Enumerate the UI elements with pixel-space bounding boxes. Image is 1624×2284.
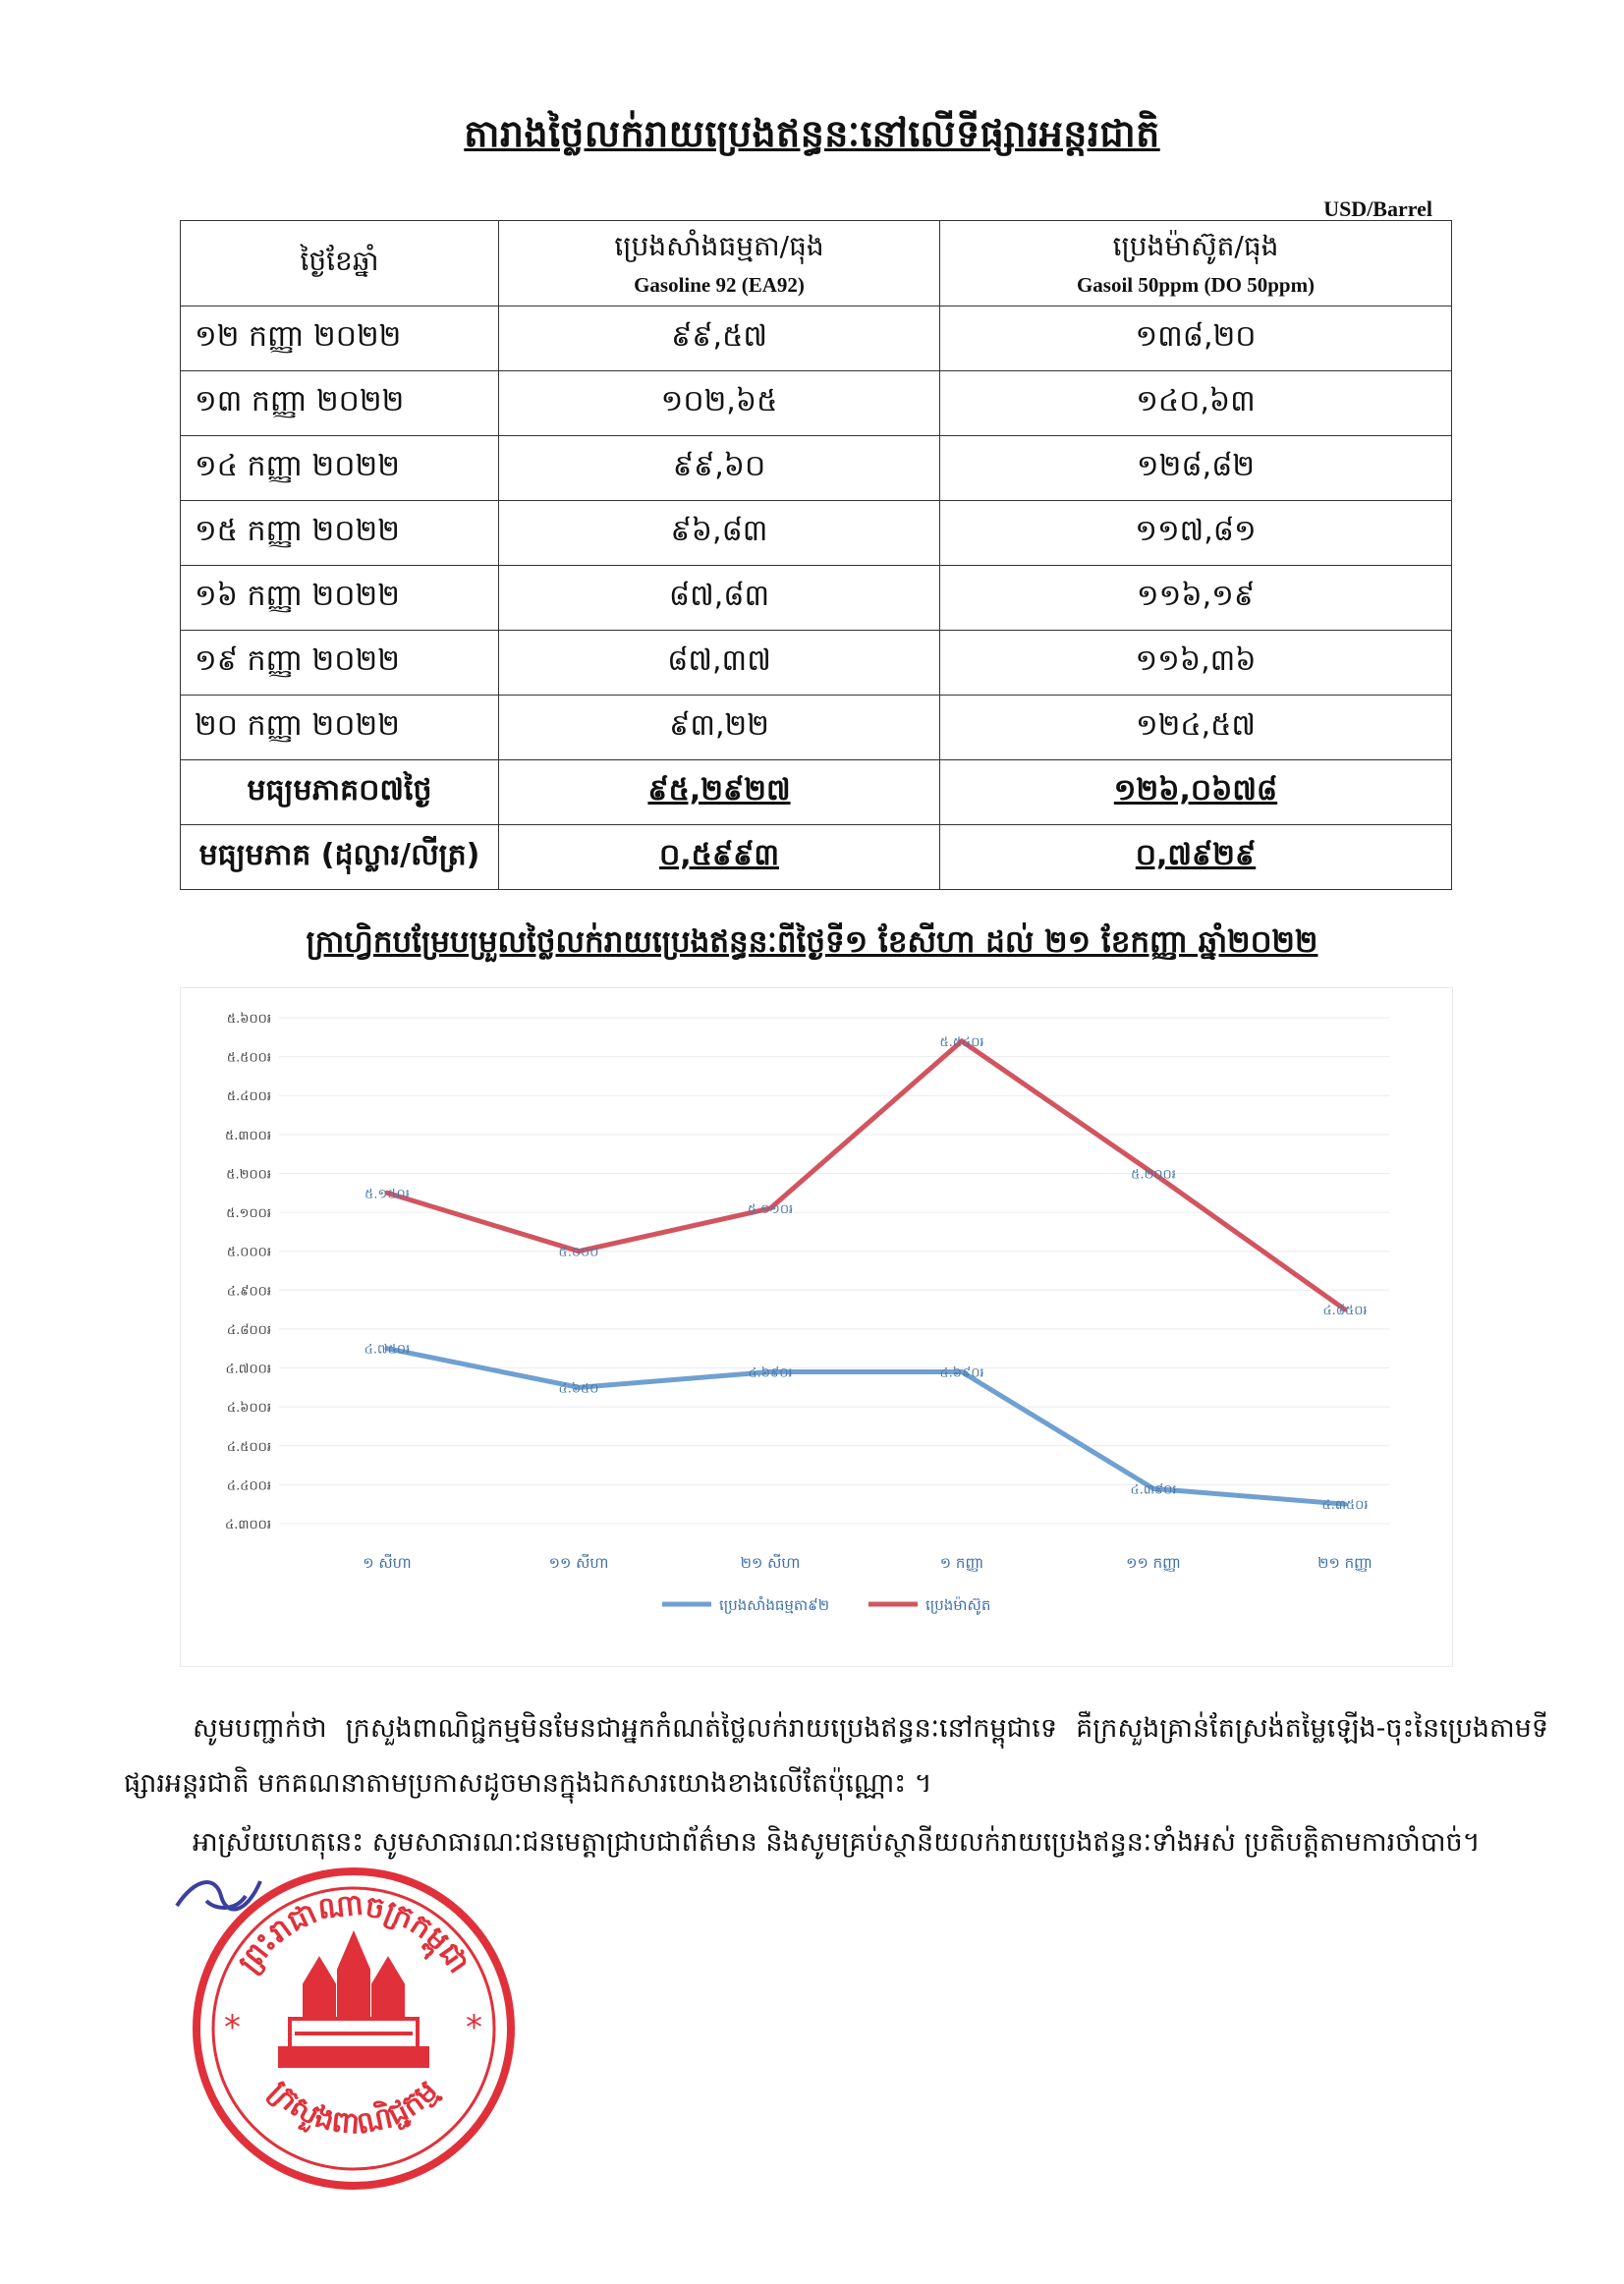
data-label: ៤.៦៩០៛ <box>939 1365 984 1381</box>
data-label: ៥.៥៤០៛ <box>939 1034 984 1050</box>
seal-bottom-text: ក្រសួងពាណិជ្ជកម្ម <box>262 2073 445 2143</box>
cell-gasoil: ១១៧,៨១ <box>940 501 1452 566</box>
y-tick-label: ៥.៥០០៛ <box>226 1050 271 1066</box>
header-gasoline <box>499 221 940 306</box>
document-title: តារាងថ្លៃលក់រាយប្រេងឥន្ធនៈនៅលើទីផ្សារអន្តរជាតិ <box>464 112 1160 155</box>
avg7-label: មធ្យមភាគ០៧ថ្ងៃ <box>181 760 499 825</box>
table-row <box>181 501 1452 566</box>
official-seal <box>187 1862 521 2196</box>
x-tick-label: ២១ កញ្ញា <box>1317 1554 1372 1572</box>
y-tick-label: ៤.៥០០៛ <box>226 1439 271 1455</box>
data-label: ៤.៣៥០៛ <box>1321 1498 1369 1514</box>
table-row <box>181 306 1452 371</box>
avg-liter-row <box>181 825 1452 890</box>
cell-date: ១៩ កញ្ញា ២០២២ <box>181 631 499 696</box>
y-tick-label: ៥.៤០០៛ <box>226 1089 271 1105</box>
cell-gasoil: ១២៤,៥៧ <box>940 696 1452 760</box>
line-chart-svg <box>181 988 1452 1666</box>
avg-liter-gasoline <box>499 825 940 890</box>
data-label: ៤.៧៥០៛ <box>364 1342 411 1358</box>
price-table <box>180 220 1452 890</box>
avg-liter-label: មធ្យមភាគ (ដុល្លារ/លីត្រ) <box>181 825 499 890</box>
x-tick-label: ១ កញ្ញា <box>939 1554 984 1572</box>
cell-date: ១៦ កញ្ញា ២០២២ <box>181 566 499 631</box>
avg7-gasoil <box>940 760 1452 825</box>
data-label: ៥.១១០៛ <box>747 1202 794 1218</box>
y-tick-label: ៤.៩០០៛ <box>226 1284 271 1300</box>
legend-label: ប្រេងសាំងធម្មតា៩២ <box>719 1596 830 1614</box>
header-date-label: ថ្ងៃខែឆ្នាំ <box>300 244 379 277</box>
cell-gasoil: ១១៦,៣៦ <box>940 631 1452 696</box>
cell-date: ១៤ កញ្ញា ២០២២ <box>181 436 499 501</box>
avg-liter-gasoil <box>940 825 1452 890</box>
svg-text:ក្រសួងពាណិជ្ជកម្ម <box>262 2074 445 2142</box>
cell-gasoline: ៩៩,៦០ <box>499 436 940 501</box>
data-label: ៥.១៥០៛ <box>364 1187 410 1202</box>
y-tick-label: ៤.៧០០៛ <box>225 1362 271 1377</box>
data-label: ៤.៨៥០៛ <box>1322 1304 1368 1319</box>
series-line <box>387 1041 1345 1309</box>
avg7-gasoline-value: ៩៥,២៩២៧ <box>647 772 791 808</box>
cell-gasoline: ៩៣,២២ <box>499 696 940 760</box>
cell-date: ១៥ កញ្ញា ២០២២ <box>181 501 499 566</box>
cell-gasoline: ១០២,៦៥ <box>499 371 940 436</box>
avg7-gasoline <box>499 760 940 825</box>
cell-date: ១៣ កញ្ញា ២០២២ <box>181 371 499 436</box>
data-label: ៥.០០០ <box>558 1245 599 1260</box>
cell-gasoil: ១៣៨,២០ <box>940 306 1452 371</box>
header-gasoline-sub: Gasoline 92 (EA92) <box>634 273 805 297</box>
x-tick-label: ១១ កញ្ញា <box>1126 1554 1181 1572</box>
y-tick-label: ៤.៤០០៛ <box>226 1478 271 1494</box>
x-tick-label: ២១ សីហា <box>740 1554 801 1572</box>
table-row <box>181 566 1452 631</box>
header-gasoil <box>940 221 1452 306</box>
y-tick-label: ៤.៦០០៛ <box>226 1401 271 1417</box>
header-gasoil-label: ប្រេងម៉ាស៊ូត/ធុង <box>1112 230 1279 262</box>
x-tick-label: ១១ សីហា <box>548 1554 609 1572</box>
notice-paragraph-2: អាស្រ័យហេតុនេះ សូមសាធារណៈជនមេត្តាជ្រាបជាព័ត៌មាន និងសូមគ្រប់ស្ថានីយលក់រាយប្រេងឥន្ធនៈទាំងអស់ ប្រតិបត្តិតាមការចាំបាច់។ <box>193 1827 1481 1858</box>
y-tick-label: ៥.៦០០៛ <box>226 1012 271 1027</box>
header-gasoil-sub: Gasoil 50ppm (DO 50ppm) <box>1076 273 1316 297</box>
chart-title: ក្រាហ្វិកបម្រែបម្រួលថ្លៃលក់រាយប្រេងឥន្ធនៈពីថ្ងៃទី១ ខែសីហា ដល់ ២១ ខែកញ្ញា ឆ្នាំ២០២២ <box>306 924 1318 960</box>
notice-paragraph-1: សូមបញ្ជាក់ថា ក្រសួងពាណិជ្ជកម្មមិនមែនជាអ្នកកំណត់ថ្លៃលក់រាយប្រេងឥន្ធនៈនៅកម្ពុជាទេ គឺក្រសួងគ្រាន់តែស្រង់តម្លៃឡើង-ចុះនៃប្រេងតាមទីផ្សារអន្តរជាតិ មកគណនាតាមប្រកាសដូចមានក្នុងឯកសារយោងខាងលើតែប៉ុណ្ណោះ ។ <box>124 1713 1548 1799</box>
avg7-gasoil-value: ១២៦,០៦៧៨ <box>1113 772 1278 808</box>
cell-gasoil: ១២៨,៨២ <box>940 436 1452 501</box>
header-gasoline-label: ប្រេងសាំងធម្មតា/ធុង <box>614 230 824 262</box>
data-label: ៤.៣៩០៛ <box>1130 1482 1177 1498</box>
cell-date: ១២ កញ្ញា ២០២២ <box>181 306 499 371</box>
table-row <box>181 371 1452 436</box>
x-tick-label: ១ សីហា <box>363 1554 412 1572</box>
y-tick-label: ៥.១០០៛ <box>226 1206 271 1222</box>
data-label: ៤.៦៥០ <box>558 1381 599 1397</box>
cell-gasoline: ៩៩,៥៧ <box>499 306 940 371</box>
y-tick-label: ៥.៣០០៛ <box>225 1128 271 1143</box>
temple-emblem <box>280 1935 427 2066</box>
table-row <box>181 436 1452 501</box>
cell-gasoline: ៩៦,៨៣ <box>499 501 940 566</box>
cell-gasoil: ១៤០,៦៣ <box>940 371 1452 436</box>
table-header-row <box>181 221 1452 306</box>
svg-text:*: * <box>224 2008 241 2047</box>
seal-top-text: ព្រះរាជាណាចក្រកម្ពុជា <box>231 1887 476 1980</box>
legend-label: ប្រេងម៉ាស៊ូត <box>925 1596 991 1614</box>
cell-date: ២០ កញ្ញា ២០២២ <box>181 696 499 760</box>
line-chart <box>180 987 1453 1667</box>
cell-gasoil: ១១៦,១៩ <box>940 566 1452 631</box>
unit-label: USD/Barrel <box>1323 196 1432 221</box>
header-date <box>181 221 499 306</box>
svg-text:*: * <box>466 2008 482 2047</box>
table-row <box>181 631 1452 696</box>
cell-gasoline: ៨៧,៣៧ <box>499 631 940 696</box>
cell-gasoline: ៨៧,៨៣ <box>499 566 940 631</box>
table-row <box>181 696 1452 760</box>
y-tick-label: ៥.០០០៛ <box>226 1245 271 1260</box>
y-tick-label: ៥.២០០៛ <box>226 1167 271 1183</box>
data-label: ៤.៦៩០៛ <box>748 1365 793 1381</box>
y-tick-label: ៤.៣០០៛ <box>225 1518 271 1532</box>
y-tick-label: ៤.៨០០៛ <box>226 1322 271 1338</box>
data-label: ៥.២០០៛ <box>1131 1167 1176 1183</box>
avg7-row <box>181 760 1452 825</box>
avg-liter-gasoline-value: ០,៥៩៩៣ <box>659 837 779 872</box>
series-line <box>387 1349 1345 1504</box>
avg-liter-gasoil-value: ០,៧៩២៩ <box>1135 837 1257 872</box>
